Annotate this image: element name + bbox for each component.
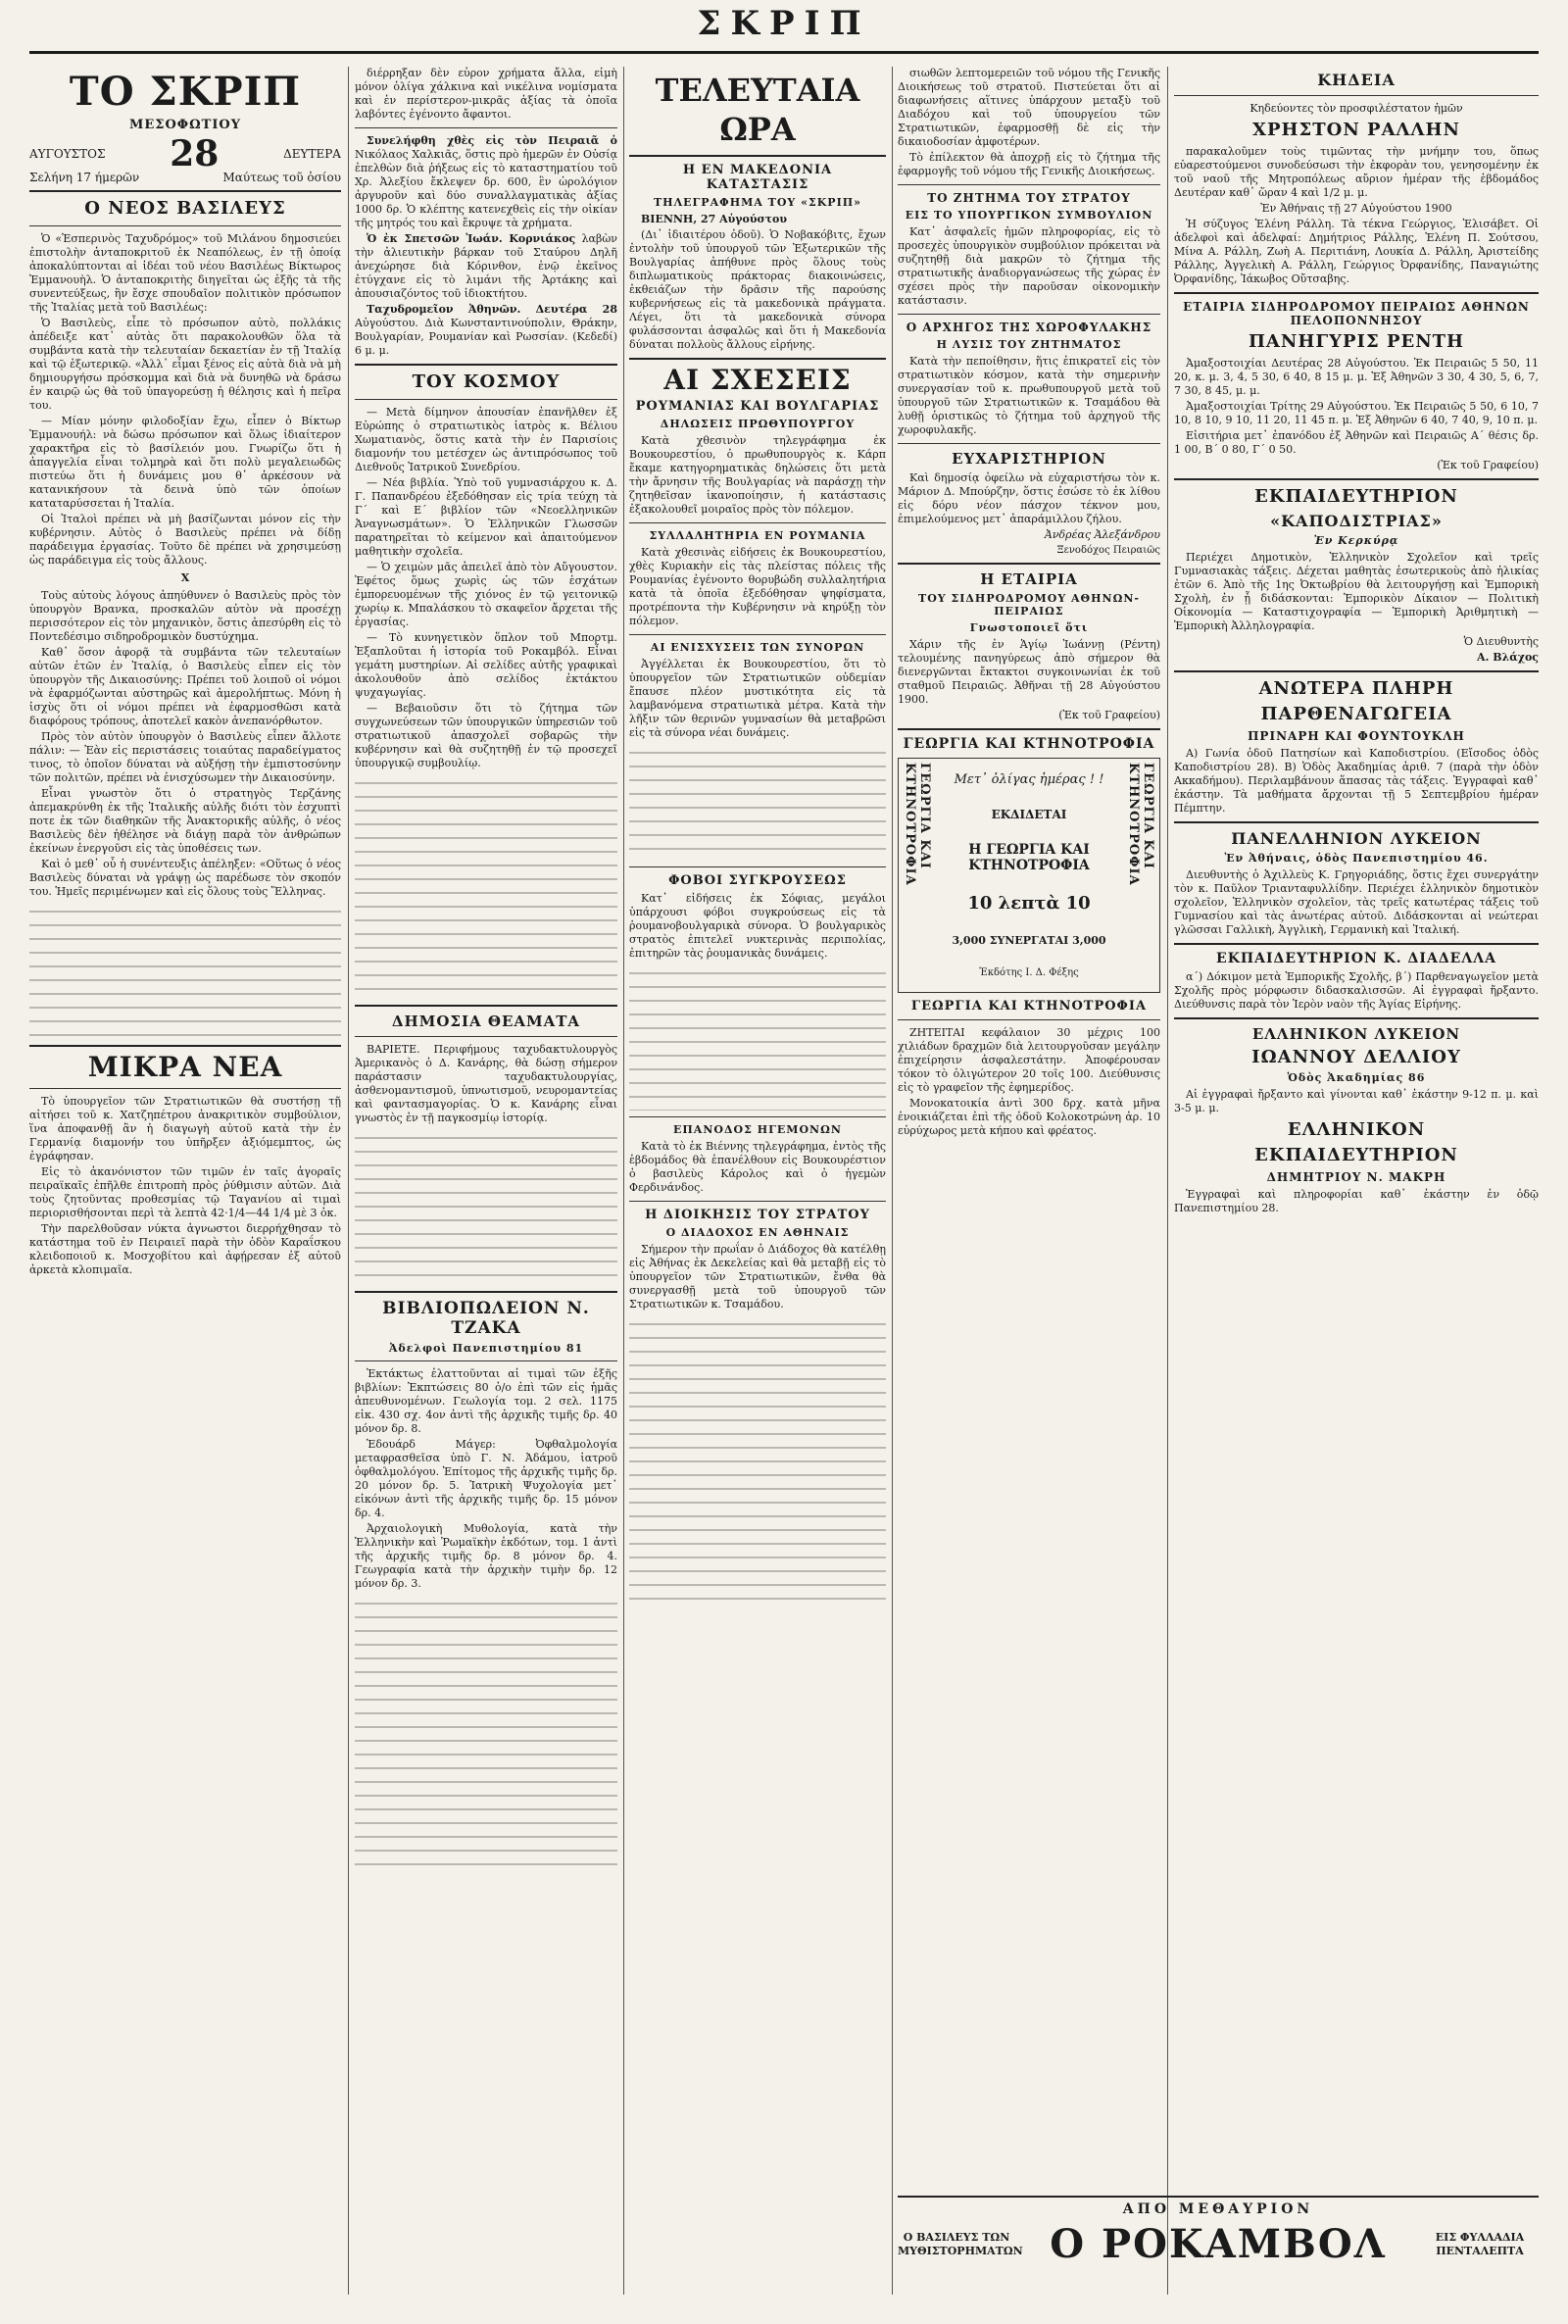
classified	[898, 1026, 1160, 1138]
article-paragraph: Οἱ Ἰταλοὶ πρέπει νὰ μὴ βασίζωνται μόνον εἰς τὴν κυβέρνησιν. Αὐτὸς ὁ Βασιλεὺς πρέπει νὰ δίδῃ παράδειγμα ἐργασίας. Τοῦτο δὲ πρέπει νὰ χρησιμεύσῃ ὡς παράδειγμα εἰς τοὺς ἄλλους.	[29, 513, 341, 567]
headline: Ο ΝΕΟΣ ΒΑΣΙΛΕΥΣ	[84, 198, 286, 219]
banner-title: Ο ΡΟΚΑΜΒΟΛ	[1050, 2221, 1387, 2267]
news-item: Εἰς τὸ ἀκανόνιστον τῶν τιμῶν ἐν ταῖς ἀγοραῖς πειραϊκαῖς ἐπῆλθε ἐπιτροπὴ πρὸς ῥύθμισιν αὐτῶν. Διὰ τοὺς ζητοῦντας προθεσμίας τῷ Ταγανίου αἱ τιμαὶ περιορισθήσονται περὶ τὰ λεπτὰ 42·1/4—44 1/4 μὲ 3 ὀκ.	[29, 1165, 341, 1219]
article-body	[29, 232, 341, 899]
subheadline: Η ΔΙΟΙΚΗΣΙΣ ΤΟΥ ΣΤΡΑΤΟΥ	[645, 1208, 870, 1222]
news-item: — Ὁ χειμὼν μᾶς ἀπειλεῖ ἀπὸ τὸν Αὔγουστον. Ἐφέτος ὅμως χωρὶς ὡς τῶν ἐσχάτων ἐμπορευομένων τῆς χιόνος ἐν τῷ γειτονικῷ χωρίῳ κ. Μπαλάσκου τὸ σκαφεῖον ἄρχεται τῆς ἐργασίας.	[355, 561, 617, 628]
banner-kicker: ΑΠΟ ΜΕΘΑΥΡΙΟΝ	[1122, 2201, 1314, 2217]
news-item: σιωθῶν λεπτομερειῶν τοῦ νόμου τῆς Γενικῆς Διοικήσεως τοῦ στρατοῦ. Πιστεύεται ὅτι αἱ διαφωνήσεις αἵτινες ὑπάρχουν μεταξὺ τοῦ Διαδόχου καὶ τοῦ ὑπουργείου τῶν Στρατιωτικῶν, ἐφαρμοσθῇ δὲ εἰς τὴν δικαιοδοσίαν ἀμφοτέρων.	[898, 67, 1160, 148]
school-title: ΕΚΠΑΙΔΕΥΤΗΡΙΟΝ	[1254, 486, 1458, 507]
bottom-banner	[898, 2196, 1539, 2296]
section-marker: Χ	[180, 571, 190, 584]
world-body	[355, 406, 617, 770]
article-paragraph: Ὁ Βασιλεὺς, εἶπε τὸ πρόσωπον αὐτὸ, πολλάκις ἀπέδειξε κατ᾽ αὐτὰς ὅτι παρακολουθῶν ὅλα τὰ συμβάντα κατὰ τὴν τελευταίαν δεκαετίαν ἐν τῇ Ἰταλίᾳ καὶ τῷ ἐξωτερικῷ. «Ἀλλ᾽ εἶμαι ξένος εἰς αὐτὰ διὰ νὰ μὴ δημιουργήσω πρόσκομμα καὶ διὰ νὰ δυνηθῶ νὰ δράσω ἐν καιρῷ ὡς θὰ τοῦ ὑπαγορεύσῃ ἡ θέλησις καὶ ἡ πεῖρα του.	[29, 317, 341, 412]
news-body	[898, 471, 1160, 557]
rule	[629, 866, 886, 867]
notice-line: παρακαλοῦμεν τοὺς τιμῶντας τὴν μνήμην του, ὅπως εὐαρεστούμενοι συνοδεύσωσι τὴν ἐκφορὰν του, γενησομένην ἐκ τοῦ ναοῦ τῆς Μητροπόλεως αὔριον ἡμέραν τῆς ἑβδομάδος Δευτέραν καθ᾽ ὥραν 4 καὶ 1/2 μ. μ.	[1174, 145, 1539, 199]
rule	[355, 1036, 617, 1037]
article-paragraph: Τοὺς αὐτοὺς λόγους ἀπηύθυνεν ὁ Βασιλεὺς πρὸς τὸν ὑπουργὸν Βρανκα, προσκαλῶν αὐτὸν νὰ προσέχῃ περισσότερον εἰς τὸν μηχανικὸν, ὅστις ἀπεσύρθη εἰς τὸ Ποντεδέσιμο σιδηροδρομικὸν δυστύχημα.	[29, 589, 341, 643]
dispatch-paragraph: Κατὰ χθεσινὸν τηλεγράφημα ἐκ Βουκουρεστίου, ὁ πρωθυπουργὸς κ. Κάρπ ἔκαμε κατηγορηματικὰς δηλώσεις ὅτι μετὰ τὴν ἄρνησιν τῆς Βουλγαρίας νὰ παράσχῃ τὴν ζητηθεῖσαν ἱκανοποίησιν, ἡ κατάστασις ἐξακολουθεῖ μοιραῖος πρὸς τὸν πόλεμον.	[629, 434, 886, 516]
column-1	[29, 67, 341, 2292]
dispatch	[629, 1243, 886, 1311]
rule	[355, 127, 617, 128]
moon-phase: Σελήνη 17 ήμερῶν	[29, 171, 140, 184]
notice-body	[898, 638, 1160, 722]
subheadline: ΔΗΛΩΣΕΙΣ ΠΡΩΘΥΠΟΥΡΓΟΥ	[660, 418, 856, 430]
text-filler	[355, 1594, 617, 1868]
news-text: λαβὼν τὴν ἀλιευτικὴν βάρκαν τοῦ Σταύρου Δηλῆ ἀνεχώρησε διὰ Κόρινθον, ἐνῷ ἐκεῖνος ἐτύγχανε εἰς τὸ λιμάνι τῆς Ἀρτάκης καὶ ἀπουσιαζόντος τοῦ ἰδιοκτήτου.	[355, 232, 617, 300]
rule	[629, 358, 886, 360]
school-paragraph: Διευθυντὴς ὁ Ἀχιλλεὺς Κ. Γρηγοριάδης, ὅστις ἔχει συνεργάτην τὸν κ. Παῦλον Τριανταφυλλίδην. Περιέχει ἐλληνικὸν δημοτικὸν σχολεῖον, Ἑλληνικὸν σχολεῖον, τὰς τρεῖς κατωτέρας τάξεις τοῦ Γυμνασίου καὶ τὰς ἀνωτέρας αὐτοῦ. Διδάσκονται αἱ νεώτεραι γλῶσσαι Γαλλικὴ, Ἀγγλικὴ, Γερμανικὴ καὶ Ἰταλική.	[1174, 868, 1539, 936]
rule	[29, 1088, 341, 1089]
rule	[29, 1045, 341, 1047]
rule	[629, 522, 886, 523]
paper-subtitle: ΜΕΣΟΦΩΤΙΟΥ	[128, 118, 242, 132]
news-item: Τὴν παρελθοῦσαν νύκτα ἀγνωστοι διερρήχθησαν τὸ κατάστημα τοῦ ἐν Πειραιεῖ παρὰ τὴν ὁδὸν Καραΐσκου κλειδοποιοῦ κ. Μοσχοβίτου καὶ ἀφῄρεσαν ἐξ αὐτοῦ ἀρκετὰ κλοπιμαῖα.	[29, 1222, 341, 1276]
dispatch	[629, 658, 886, 740]
subheadline: Ο ΔΙΑΔΟΧΟΣ ΕΝ ΑΘΗΝΑΙΣ	[665, 1226, 850, 1239]
dispatch-paragraph: Κατ᾽ εἰδήσεις ἐκ Σόφιας, μεγάλοι ὑπάρχουσι φόβοι συγκρούσεως εἰς τὰ ῥουμανοβουλγαρικὰ σύνορα. Ὁ βουλγαρικὸς στρατὸς ἐπιτελεῖ νυκτερινὰς περιπολίας, ἐπιτηρῶν τὰς ῥουμανικὰς δυνάμεις.	[629, 892, 886, 960]
ad-line: ΕΚΔΙΔΕΤΑΙ	[991, 807, 1067, 821]
masthead-rule	[29, 51, 1539, 54]
rule	[898, 563, 1160, 565]
section-title: ΔΗΜΟΣΙΑ ΘΕΑΜΑΤΑ	[391, 1013, 581, 1030]
timetable-line: Ἀμαξοστοιχίαι Τρίτης 29 Αὐγούστου. Ἐκ Πειραιῶς 5 50, 6 10, 7 10, 8 10, 9 10, 11 20, 11 45 π. μ. Ἐξ Ἀθηνῶν 6 40, 7 40, 9, 10 π. μ.	[1174, 400, 1539, 426]
ad-title: ΓΕΩΡΓΙΑ ΚΑΙ ΚΤΗΝΟΤΡΟΦΙΑ	[903, 736, 1155, 752]
notice-title: ΚΗΔΕΙΑ	[1317, 71, 1396, 89]
headline: ΑΙ ΣΧΕΣΕΙΣ	[663, 364, 852, 396]
subheadline: ΦΟΒΟΙ ΣΥΓΚΡΟΥΣΕΩΣ	[668, 873, 847, 888]
column-divider	[1167, 67, 1168, 2295]
notice-line: Ἡ σύζυγος Ἑλένη Ράλλη. Τὰ τέκνα Γεώργιος, Ἐλισάβετ. Οἱ ἀδελφοὶ καὶ ἀδελφαί: Δημήτριος Ράλλης, Ἑλένη Π. Σούτσου, Μίνα Α. Ράλλη, Ζωὴ Α. Περιτιάνη, Λουκία Δ. Ράλλη, Ἀριστείδης Ράλλης, Ἀγγελικὴ Α. Ράλλη, Γεώργιος Ὀρφανίδης, Παναγιώτης Ὀρφανίδης, Ἰάκωβος Οὔτσαβης.	[1174, 218, 1539, 285]
school-body	[1174, 551, 1539, 665]
news-item: — Μετὰ δίμηνον ἀπουσίαν ἐπανῆλθεν ἐξ Εὐρώπης ὁ στρατιωτικὸς ἰατρὸς κ. Βέλιου Χωματιανὸς, ὅστις κατὰ τὴν ἐν Παρισίοις διαμονήν του μετέσχεν ὡς ἀντιπρόσωπος τοῦ Διεθνοῦς Ἰατρικοῦ Συνεδρίου.	[355, 406, 617, 473]
masthead	[0, 0, 1568, 61]
school-name: «ΚΑΠΟΔΙΣΤΡΙΑΣ»	[1270, 512, 1443, 530]
ad-paragraph: Ἀρχαιολογικὴ Μυθολογία, κατὰ τὴν Ἑλληνικὴν καὶ Ῥωμαϊκὴν ἐκδότων, τομ. 1 ἀντὶ τῆς ἀρχικῆς τιμῆς δρ. 8 μόνον δρ. 4. Γεωγραφία κατὰ τὴν ἀρχικὴν τιμὴν δρ. 12 μόνον δρ. 3.	[355, 1522, 617, 1590]
ad-content	[938, 763, 1120, 988]
text-filler	[355, 1128, 617, 1285]
article-paragraph: — Μίαν μόνην φιλοδοξίαν ἔχω, εἶπεν ὁ Βίκτωρ Ἐμμανουήλ: νὰ δώσω πρόσωπον καὶ ὅλως ἰδιαίτερον χαρακτῆρα εἰς τὸ βασίλειόν μου. Γνωρίζω ὅτι ἡ ἀπαγγελία εἶναι τολμηρὰ καὶ ὅτι πολὺ μεγαλειωδῶς πιστεύω ὅτι ἡ δυνάμεις μου θ᾽ ἀρκέσουν νὰ κατανικήσουν τὰ δεινὰ ὑπὸ τῶν ὁποίων καταταρύσσεται ἡ Ἰταλία.	[29, 415, 341, 510]
notice-title: Η ΕΤΑΙΡΙΑ	[980, 570, 1078, 588]
timetable-line: Ἀμαξοστοιχίαι Δευτέρας 28 Αὐγούστου. Ἐκ Πειραιῶς 5 50, 11 20, κ. μ. 3, 4, 5 30, 6 40, 8 15 μ. μ. Ἐξ Ἀθηνῶν 3 30, 4 30, 5, 6, 7, 7 30, 8 45, μ. μ.	[1174, 357, 1539, 397]
rule	[355, 1005, 617, 1007]
column-divider	[892, 67, 893, 2295]
ad-line: 3,000 ΣΥΝΕΡΓΑΤΑΙ 3,000	[952, 933, 1106, 947]
text-filler	[629, 964, 886, 1111]
section-title: ΜΙΚΡΑ ΝΕΑ	[87, 1051, 283, 1083]
notice-title: ΕΤΑΙΡΙΑ ΣΙΔΗΡΟΔΡΟΜΟΥ ΠΕΙΡΑΙΩΣ ΑΘΗΝΩΝ ΠΕΛΟΠΟΝΝΗΣΟΥ	[1183, 300, 1530, 327]
notice-subtitle: Γνωστοποιεῖ ὅτι	[969, 621, 1089, 634]
section-title: ΤΟΥ ΚΟΣΜΟΥ	[412, 371, 561, 392]
rule	[898, 443, 1160, 444]
ad-line: 10 λεπτὰ 10	[967, 893, 1091, 915]
classified-item: ΖΗΤΕΙΤΑΙ κεφάλαιον 30 μέχρις 100 χιλιάδων δραχμῶν διὰ λειτουργοῦσαν μεγάλην ἐπιχείρησιν ἀσφαλεστάτην. Ἀποφέρουσαν τόκον τὸ ὀλιγώτερον 20 τοῖς 100. Διεύθυνσις εἰς τὸ γραφεῖον τῆς ἐφημερίδος.	[898, 1026, 1160, 1094]
rule	[1174, 292, 1539, 294]
news-item	[355, 134, 617, 230]
weekday: ΔΕΥΤΕΡΑ	[283, 147, 341, 161]
column-4	[898, 67, 1160, 2194]
news-item: — Τὸ κυνηγετικὸν ὅπλον τοῦ Μπορτμ. Ἐξαπλοῦται ἡ ἱστορία τοῦ Ροκαμβόλ. Εἶναι γεμάτη μυστηρίων. Αἱ σελίδες αὐτῆς γραφικαὶ ἀκολουθοῦν ἀπὸ σελίδος ἐκτάκτου ψυχαγωγίας.	[355, 631, 617, 699]
school-body	[1174, 1188, 1539, 1215]
ad-paragraph: Ἐκτάκτως ἐλαττοῦνται αἱ τιμαὶ τῶν ἑξῆς βιβλίων: Ἐκπτώσεις 80 ὀ/ο ἐπὶ τῶν εἰς ἡμᾶς ἀπευθυνομένων. Γεωλογία τομ. 2 σελ. 1175 εἰκ. 430 σχ. 4ον ἀντὶ τῆς ἀρχικῆς τιμῆς δρ. 40 μόνον δρ. 8.	[355, 1367, 617, 1435]
rule	[29, 225, 341, 226]
notice-subtitle: ΤΟΥ ΣΙΔΗΡΟΔΡΟΜΟΥ ΑΘΗΝΩΝ-ΠΕΙΡΑΙΩΣ	[918, 592, 1140, 618]
subheadline: Η ΕΝ ΜΑΚΕΔΟΝΙΑ ΚΑΤΑΣΤΑΣΙΣ	[682, 163, 833, 192]
school-owners: ΠΡΙΝΑΡΗ ΚΑΙ ΦΟΥΝΤΟΥΚΛΗ	[1248, 729, 1465, 743]
notice-sign: (Ἐκ τοῦ Γραφείου)	[1058, 709, 1160, 721]
news-item	[355, 303, 617, 358]
school-name: ΙΩΑΝΝΟΥ ΔΕΛΛΙΟΥ	[1251, 1047, 1461, 1067]
news-item: — Βεβαιοῦσιν ὅτι τὸ ζήτημα τῶν συγχωνεύσεων τῶν ὑπουργικῶν ὑπηρεσιῶν τοῦ στρατιωτικοῦ ἀπασχολεῖ σοβαρῶς τὴν κυβέρνησιν καὶ θὰ συζητηθῇ ἐν τῷ προσεχεῖ ὑπουργικῷ συμβουλίῳ.	[355, 702, 617, 769]
school-address: Ὁδὸς Ἀκαδημίας 86	[1287, 1071, 1426, 1084]
news-item: Κατ᾽ ἀσφαλεῖς ἡμῶν πληροφορίας, εἰς τὸ προσεχὲς ὑπουργικὸν συμβούλιον πρόκειται νὰ συζητηθῇ διὰ μακρῶν τὸ ζήτημα τῆς στρατιωτικῆς ἀναδιοργανώσεως τῆς χώρας ἐν σχέσει πρὸς τὴν παροῦσαν οἰκονομικὴν κατάστασιν.	[898, 225, 1160, 307]
theatre-body	[355, 1043, 617, 1125]
ad-subtitle: Ἀδελφοὶ Πανεπιστημίου 81	[388, 1342, 584, 1355]
classified-item: Μονοκατοικία ἀντὶ 300 δρχ. κατὰ μῆνα ἐνοικιάζεται ἐπὶ τῆς ὁδοῦ Κολοκοτρώνη ἀρ. 10 εὐρύχωρος μετὰ κήπου καὶ φρέατος.	[898, 1097, 1160, 1137]
deceased-name: ΧΡΗΣΤΟΝ ΡΑΛΛΗΝ	[1252, 120, 1460, 140]
news-lead: Ταχυδρομεῖον Ἀθηνῶν. Δευτέρα 28	[367, 303, 617, 316]
subheadline: ΕΠΑΝΟΔΟΣ ΗΓΕΜΟΝΩΝ	[673, 1123, 842, 1136]
school-title: ΕΚΠΑΙΔΕΥΤΗΡΙΟΝ Κ. ΔΙΑΔΕΛΛΑ	[1216, 951, 1496, 966]
dispatch-paragraph: Κατὰ τὸ ἐκ Βιέννης τηλεγράφημα, ἐντὸς τῆς ἑβδομάδος θὰ ἐπανέλθουν εἰς Βουκουρέστιον ὁ βασιλεὺς Κάρολος καὶ ὁ ἡγεμὼν Φερδινάνδος.	[629, 1140, 886, 1194]
column-5	[1174, 67, 1539, 2194]
banner-left: Ο ΒΑΣΙΛΕΥΣ ΤΩΝ ΜΥΘΙΣΤΟΡΗΜΑΤΩΝ	[898, 2230, 1023, 2257]
saint-of-day: Μαύτεως τοῦ ὁσίου	[222, 171, 341, 184]
timetable	[1174, 357, 1539, 472]
dispatch-paragraph: Ἀγγέλλεται ἐκ Βουκουρεστίου, ὅτι τὸ ὑπουργεῖον τῶν Στρατιωτικῶν οὐδεμίαν ἔπαυσε πλέον μυστικότητα εἰς τὰ λαμβανόμενα στρατιωτικὰ μέτρα. Κατὰ τὴν λῆξιν τῶν θερινῶν γυμνασίων θὰ μεταβρῶσι εἰς τὰ σύνορα νέαι δυνάμεις.	[629, 658, 886, 739]
text-filler	[355, 773, 617, 999]
school-title: ΠΑΝΕΛΛΗΝΙΟΝ ΛΥΚΕΙΟΝ	[1231, 829, 1482, 848]
school-location: Ἐν Κερκύρᾳ	[1313, 534, 1399, 547]
rule	[355, 399, 617, 400]
school-body	[1174, 868, 1539, 937]
school-paragraph: Αἱ ἐγγραφαὶ ἤρξαντο καὶ γίνονται καθ᾽ ἑκάστην 9-12 π. μ. καὶ 3-5 μ. μ.	[1174, 1088, 1539, 1114]
school-body	[1174, 1088, 1539, 1115]
notice-title: ΠΑΝΗΓΥΡΙΣ ΡΕΝΤΗ	[1248, 331, 1465, 352]
school-paragraph: Α) Γωνία ὁδοῦ Πατησίων καὶ Καποδιστρίου. (Εἴσοδος ὁδὸς Καποδιστρίου 28). Β) Ὁδὸς Ἀκαδημίας ἀριθ. 7 (παρὰ τὴν ὁδὸν Ακκαδήμου). Περιλαμβάνουν ἅπασας τὰς τάξεις. Ἐγγραφαὶ καθ᾽ ἑκάστην. Τὰ μαθήματα ἄρχονται τῇ 5 Σεπτεμβρίου ἡμέραν Πέμπτην.	[1174, 747, 1539, 815]
school-body	[1174, 747, 1539, 816]
ad-line: Μετ᾽ ὀλίγας ἡμέρας ! !	[954, 772, 1104, 788]
news-lead: Συνελήφθη χθὲς εἰς τὸν Πειραιᾶ ὁ	[367, 134, 617, 147]
subheadline: Ο ΑΡΧΗΓΟΣ ΤΗΣ ΧΩΡΟΦΥΛΑΚΗΣ	[906, 321, 1152, 334]
rule	[29, 190, 341, 192]
article-paragraph: Καθ᾽ ὅσον ἀφορᾷ τὰ συμβάντα τῶν τελευταίων αὐτῶν ἐτῶν ἐν Ἰταλίᾳ, ὁ Βασιλεὺς εἶπεν εἰς τὸν ὑπουργὸν τῆς Δικαιοσύνης: Πρέπει τοῦ λοιποῦ οἱ νόμοι νὰ ἐφαρμόζωνται αὐστηρῶς καὶ ἀμερολήπτως. Μόνη ἡ ἰσχὺς ὅτι οἱ νόμοι πρέπει νὰ ἐφαρμοσθῶσι κατὰ διαφόρους τρόπους, ἀποτελεῖ κακὸν ἀνεπανόρθωτον.	[29, 646, 341, 727]
section-title: ΕΥΧΑΡΙΣΤΗΡΙΟΝ	[952, 450, 1106, 468]
news-item: Καὶ δημοσίᾳ ὀφείλω νὰ εὐχαριστήσω τὸν κ. Μάριον Δ. Μπούρζην, ὅστις ἐσώσε τὸ ἐκ λίθου εἰς δόρυ νέον πάσχον τέκνον μου, ἐπιμελούμενος μετ᾽ ἀπαράμιλλου ζήλου.	[898, 471, 1160, 525]
school-owner: ΔΗΜΗΤΡΙΟΥ Ν. ΜΑΚΡΗ	[1266, 1170, 1446, 1184]
rule	[898, 1019, 1160, 1020]
rule	[629, 1116, 886, 1117]
school-director: Α. Βλάχος	[1477, 651, 1539, 664]
signature-title: Ξενοδόχος Πειραιῶς	[1056, 545, 1160, 556]
news-item: Κατὰ τὴν πεποίθησιν, ἥτις ἐπικρατεῖ εἰς τὸν στρατιωτικὸν κόσμον, κατὰ τὴν σημερινὴν συνεργασίαν τοῦ κ. πρωθυπουργοῦ μετὰ τοῦ ὑπουργοῦ τῶν Στρατιωτικῶν κ. Τσαμάδου θὰ λυθῇ ὁριστικῶς τὸ ζήτημα τοῦ ἀρχηγοῦ τῆς χωροφυλακῆς.	[898, 355, 1160, 436]
ad-line: Η ΓΕΩΡΓΙΑ ΚΑΙ ΚΤΗΝΟΤΡΟΦΙΑ	[968, 841, 1090, 873]
subheadline: ΡΟΥΜΑΝΙΑΣ ΚΑΙ ΒΟΥΛΓΑΡΙΑΣ	[635, 399, 880, 414]
news-lead: Ὁ ἐκ Σπετσῶν Ἰωάν. Κορνιάκος	[367, 232, 576, 245]
news-body	[898, 225, 1160, 308]
month: ΑΥΓΟΥΣΤΟΣ	[29, 147, 106, 161]
rule	[898, 314, 1160, 315]
article-paragraph: Καὶ ὁ μεθ᾽ οὗ ἡ συνέντευξις ἀπέληξεν: «Οὕτως ὁ νέος Βασιλεὺς δύναται νὰ γράψῃ ὡς παρέδωσε τὸν σκοπόν του. Ἡμεῖς περιμένωμεν καὶ εἰς ὅλους τοὺς Ἕλληνας.	[29, 858, 341, 898]
text-filler	[29, 902, 341, 1039]
rule	[1174, 670, 1539, 672]
rule	[1174, 95, 1539, 96]
ad-box	[898, 758, 1160, 993]
headline: ΤΕΛΕΥΤΑΙΑ ΩΡΑ	[655, 72, 860, 148]
notice-line: Κηδεύοντες τὸν προσφιλέστατον ἡμῶν	[1250, 102, 1463, 115]
dispatch-paragraph: (Δι᾽ ἰδιαιτέρου ὁδοῦ). Ὁ Νοβακόβιτς, ἔχων ἐντολὴν τοῦ ὑπουργοῦ τῶν Ἐξωτερικῶν τῆς Βουλγαρίας ἀπήθυνε πρὸς ὅλους τοὺς διπλωματικοὺς πράκτορας διακοινώσεις, ἐκθειάζων τὴν δρᾶσιν τῆς παρούσης κυβερνήσεως εἰς τὰ μακεδονικὰ πράγματα. Λέγει, ὅτι τὰ μακεδονικὰ σύνορα φυλάσσονται ἀσφαλῶς καὶ ὅτι ἡ Μακεδονία δύναται πολλοὺς ἄλλους εἰρήνης.	[629, 228, 886, 351]
ad-paragraph: Ἐδουάρδ Μάγερ: Ὀφθαλμολογία μεταφρασθεῖσα ὑπὸ Γ. Ν. Ἀδάμου, ἰατροῦ ὀφθαλμολόγου. Ἐπίτομος τῆς ἀρχικῆς τιμῆς δρ. 20 μόνον δρ. 5. Ἰατρικὴ Ψυχολογία μετ᾽ εἰκόνων ἀντὶ τῆς ἀρχικῆς τιμῆς δρ. 15 μόνον δρ. 4.	[355, 1438, 617, 1519]
masthead-title: ΣΚΡΙΠ	[697, 4, 871, 43]
school-title: ΑΝΩΤΕΡΑ ΠΛΗΡΗ	[1258, 678, 1454, 699]
dateline: ΒΙΕΝΝΗ, 27 Αὐγούστου	[641, 213, 788, 225]
rule	[629, 155, 886, 157]
day-number: 28	[170, 133, 220, 174]
notice-paragraph: Χάριν τῆς ἐν Ἁγίῳ Ἰωάννῃ (Ρέντη) τελουμένης πανηγύρεως ἀπὸ σήμερον θὰ διενεργῶνται ἔκτακτοι συγκοινωνίαι ἐκ τοῦ σταθμοῦ Πειραιῶς. Ἀθῆναι τῇ 28 Αὐγούστου 1900.	[898, 638, 1160, 706]
article-paragraph: Ὁ «Ἑσπερινὸς Ταχυδρόμος» τοῦ Μιλάνου δημοσιεύει ἐπιστολὴν ἀνταποκριτοῦ ἐκ Νεαπόλεως, ἐν τῇ ὁποίᾳ ἀποκαλύπτονται αἱ ἰδέαι τοῦ νέου Βασιλέως Βίκτωρος Ἐμμανουὴλ. Ὁ ἀνταποκριτὴς διηγεῖται ὡς ἑξῆς τὰ τῆς συνεντεύξεως, ἣν ἔσχε σπουδαῖον πολιτικὸν πρόσωπον τῆς Ἰταλίας μετὰ τοῦ Βασιλέως:	[29, 232, 341, 314]
column-2	[355, 67, 617, 2292]
news-item: ΒΑΡΙΕΤΕ. Περιφήμους ταχυδακτυλουργὸς Ἀμερικανὸς ὁ Δ. Κανάρης, θὰ δώσῃ σήμερον παράστασιν ταχυδακτυλουργίας, ἀσθενομαντισμοῦ, ὑπνωτισμοῦ, νευρομαντείας καὶ φαντασμαγορίας. Ὁ κ. Κανάρης εἶναι γνωστὸς ἐν τῇ παγκοσμίῳ ἱστορίᾳ.	[355, 1043, 617, 1124]
school-title: ΕΛΛΗΝΙΚΟΝ ΛΥΚΕΙΟΝ	[1251, 1025, 1461, 1043]
news-body	[898, 355, 1160, 437]
news-item: — Νέα βιβλία. Ὑπὸ τοῦ γυμνασιάρχου κ. Δ. Γ. Παπανδρέου ἐξεδόθησαν εἰς τρία τεύχη τὰ Γ΄ καὶ Ε΄ βιβλίον τῶν «Νεοελληνικῶν Ἀναγνωσμάτων». Ὁ Ἐλληνικῶν Γλωσσῶν παρατηρεῖται τὸ κείμενον καὶ ἀπαιτούμενον μαθητικὴν σχολεῖα.	[355, 476, 617, 558]
article-paragraph: Εἶναι γνωστὸν ὅτι ὁ στρατηγὸς Τερζάνης ἀπεμακρύνθη ἐκ τῆς Ἰταλικῆς αὐλῆς διότι τὸν ἐσχυπτὶ ποτε ἐκ τῶν διαθηκῶν τῆς Ἀνακτορικῆς αὐλῆς, ὁ νέος Βασιλεὺς δὲν ἠθέλησε νὰ διάγῃ παρὰ τὸν ἀνθρώπων ἐκείνων ἐνεργοῦσι εἰς τὰς ὑποθέσεις των.	[29, 787, 341, 855]
subheadline: Η ΛΥΣΙΣ ΤΟΥ ΖΗΤΗΜΑΤΟΣ	[936, 338, 1122, 351]
school-sign: Ὁ Διευθυντὴς	[1463, 635, 1539, 648]
school-paragraph: Ἐγγραφαὶ καὶ πληροφορίαι καθ᾽ ἑκάστην ἐν ὁδῷ Πανεπιστημίου 28.	[1174, 1188, 1539, 1214]
school-address: Ἐν Ἀθήναις, ὁδὸς Πανεπιστημίου 46.	[1224, 852, 1489, 865]
column-3	[629, 67, 886, 2292]
news-text: Αὐγούστου. Διὰ Κωνσταντινούπολιν, Θράκην, Βουλγαρίαν, Ρουμανίαν καὶ Ρωσσίαν. (Κεδεδί) 6 μ. μ.	[355, 317, 617, 357]
banner-row	[898, 2221, 1539, 2267]
news-item: διέρρηξαν δὲν εὗρον χρήματα ἄλλα, εἰμὴ μόνον ὀλίγα χάλκινα καὶ νικέλινα νομίσματα καὶ ἐν περίστερον-μικρᾶς ἀξίας τὰ ὁποῖα λαβόντες ἐγένοντο ἄφαντοι.	[355, 67, 617, 121]
rule	[355, 1360, 617, 1361]
subheadline: ΣΥΛΛΑΛΗΤΗΡΙΑ ΕΝ ΡΟΥΜΑΝΙΑ	[649, 529, 866, 542]
dispatch-paragraph: Κατὰ χθεσινὰς εἰδήσεις ἐκ Βουκουρεστίου, χθὲς Κυριακὴν εἰς τὰς πλείστας πόλεις τῆς Ρουμανίας ἐγένοντο θορυβώδη συλλαλητήρια κατὰ τὰ ὁποῖα ἐξεδόθησαν ψηφίσματα, προτρέποντα τὴν Κυβέρνησιν νὰ κηρύξῃ τὸν πόλεμον.	[629, 546, 886, 627]
dispatch	[629, 213, 886, 352]
news-item: Τὸ ὑπουργεῖον τῶν Στρατιωτικῶν θὰ συστήσῃ τῇ αἰτήσει τοῦ κ. Χατζηπέτρου ἀνακριτικὸν συμβούλιον, ἵνα ἀποφανθῇ ἂν ἡ διαγωγὴ αὐτοῦ κατὰ τὴν ἐν Γερμανίᾳ διαμονήν του ὑπῆρξεν ἀξιόμεμπτος, ὡς ἐγράφησαν.	[29, 1095, 341, 1162]
dispatch-paragraph: Σήμερον τὴν πρωΐαν ὁ Διάδοχος θὰ κατέλθῃ εἰς Ἀθήνας ἐκ Δεκελείας καὶ θὰ μεταβῇ εἰς τὸ ὑπουργεῖον τῶν Στρατιωτικῶν, ἔνθα θὰ συνεργασθῇ μετὰ τοῦ ὑπουργοῦ τῶν Στρατιωτικῶν κ. Τσαμάδου.	[629, 1243, 886, 1310]
rule	[898, 728, 1160, 730]
school-paragraph: α΄) Δόκιμον μετὰ Ἐμπορικῆς Σχολῆς, β΄) Παρθεναγωγεῖον μετὰ Σχολῆς πρὸς μόρφωσιν διδασκαλισσῶν. Αἱ ἐγγραφαὶ ἤρξαντο. Διεύθυνσις παρὰ τὸν Ἱερὸν ναὸν τῆς Ἁγίας Εἰρήνης.	[1174, 970, 1539, 1011]
signature: Ἀνδρέας Ἀλεξάνδρου	[1044, 528, 1160, 541]
notice-sign: (Ἐκ τοῦ Γραφείου)	[1437, 459, 1539, 471]
news-body	[29, 1095, 341, 1277]
subheadline: ΕΙΣ ΤΟ ΥΠΟΥΡΓΙΚΟΝ ΣΥΜΒΟΥΛΙΟΝ	[905, 209, 1153, 222]
ad-line: Ἐκδότης Ι. Δ. Φέξης	[979, 966, 1079, 978]
banner-right: ΕΙΣ ΦΥΛΛΑΔΙΑ ΠΕΝΤΑΛΕΠΤΑ	[1435, 2230, 1525, 2257]
news-text: Νικόλαος Χαλκιᾶς, ὅστις πρὸ ἡμερῶν ἐν Οὐσίᾳ ἐπελθὼν διὰ ῥήξεως εἰς τὸ καταστηματίου τοῦ Χρ. Ἀλεξίου ἔκλεψεν δρ. 600, ἓν ὡρολόγιον ἀργυροῦν καὶ δύο συναλλαγματικὰς ἀξίας 1000 δρ. Ὁ κλέπτης κατενεχθεὶς εἰς τὴν οἰκίαν τῆς μητρός του καὶ ἔκρυψε τὰ χρήματα.	[355, 148, 617, 229]
school-name: ΠΑΡΘΕΝΑΓΩΓΕΙΑ	[1260, 704, 1452, 724]
rule	[629, 1201, 886, 1202]
school-paragraph: Περιέχει Δημοτικὸν, Ἑλληνικὸν Σχολεῖον καὶ τρεῖς Γυμνασιακὰς τάξεις. Δέχεται μαθητὰς ἐσωτερικοὺς ἀπὸ ἡλικίας ἐτῶν 6. Ἀπὸ τῆς 1ης Ὀκτωβρίου θὰ λειτουργήσῃ καὶ Ἐμπορικὴ Σχολὴ, ἐν ᾗ διδάσκονται: Ἐμπορικὸν Δίκαιον — Πολιτικὴ Οἰκονομία — Καταστιχογραφία — Ἐμπορικὴ Ἀριθμητικὴ — Ἐμπορικὴ Ἀλληλογραφία.	[1174, 551, 1539, 632]
ad-vertical-text: ΓΕΩΡΓΙΑ ΚΑΙ ΚΤΗΝΟΤΡΟΦΙΑ	[1126, 763, 1155, 886]
funeral-notice	[1174, 102, 1539, 286]
news-item: Τὸ ἐπίλεκτον θὰ ἀποχρῇ εἰς τὸ ζήτημα τῆς ἐφαρμογῆς τοῦ νόμου τῆς Γενικῆς Διοικήσεως.	[898, 151, 1160, 177]
paper-name: ΤΟ ΣΚΡΙΠ	[69, 69, 302, 115]
school-body	[1174, 970, 1539, 1012]
rule	[1174, 943, 1539, 945]
dispatch	[629, 434, 886, 517]
article-paragraph: Πρὸς τὸν αὐτὸν ὑπουργὸν ὁ Βασιλεὺς εἶπεν ἄλλοτε πάλιν: — Ἐὰν εἰς περιστάσεις τοιαύτας παραδείγματος τινος, τὸ ὁποῖον δύναται νὰ αὐξήσῃ τὴν ἐμπιστοσύνην τῶν πολιτῶν, πρέπει νὰ ἐνισχύσωμεν τὴν Δικαιοσύνην.	[29, 730, 341, 784]
bookshop-body	[355, 1367, 617, 1591]
rule	[1174, 1017, 1539, 1019]
ad-title: ΓΕΩΡΓΙΑ ΚΑΙ ΚΤΗΝΟΤΡΟΦΙΑ	[910, 999, 1148, 1014]
rule	[355, 364, 617, 366]
news-body	[898, 67, 1160, 178]
column-divider	[623, 67, 624, 2295]
column-divider	[348, 67, 349, 2295]
ad-title: ΒΙΒΛΙΟΠΩΛΕΙΟΝ Ν. ΤΖΑΚΑ	[382, 1299, 590, 1338]
dispatch	[629, 1140, 886, 1195]
subheadline: ΤΟ ΖΗΤΗΜΑ ΤΟΥ ΣΤΡΑΤΟΥ	[927, 191, 1131, 205]
news-body	[355, 67, 617, 358]
date-row	[29, 133, 341, 174]
ad-vertical-text: ΓΕΩΡΓΙΑ ΚΑΙ ΚΤΗΝΟΤΡΟΦΙΑ	[903, 763, 932, 886]
rule	[1174, 478, 1539, 480]
timetable-line: Εἰσιτήρια μετ᾽ ἐπανόδου ἐξ Ἀθηνῶν καὶ Πειραιῶς Α΄ θέσις δρ. 1 00, Β΄ 0 80, Γ΄ 0 50.	[1174, 429, 1539, 456]
rule	[629, 634, 886, 635]
notice-date: Ἐν Ἀθήναις τῇ 27 Αὐγούστου 1900	[1260, 202, 1452, 215]
news-item	[355, 232, 617, 301]
school-name: ΕΚΠΑΙΔΕΥΤΗΡΙΟΝ	[1254, 1145, 1458, 1165]
rule	[898, 184, 1160, 185]
text-filler	[629, 1314, 886, 1608]
school-title: ΕΛΛΗΝΙΚΟΝ	[1287, 1119, 1426, 1140]
text-filler	[629, 743, 886, 861]
subheadline: ΤΗΛΕΓΡΑΦΗΜΑ ΤΟΥ «ΣΚΡΙΠ»	[654, 196, 861, 209]
dispatch	[629, 546, 886, 628]
rule	[1174, 821, 1539, 823]
subheadline: ΑΙ ΕΝΙΣΧΥΣΕΙΣ ΤΩΝ ΣΥΝΟΡΩΝ	[650, 641, 865, 654]
rule	[355, 1291, 617, 1293]
dispatch	[629, 892, 886, 961]
